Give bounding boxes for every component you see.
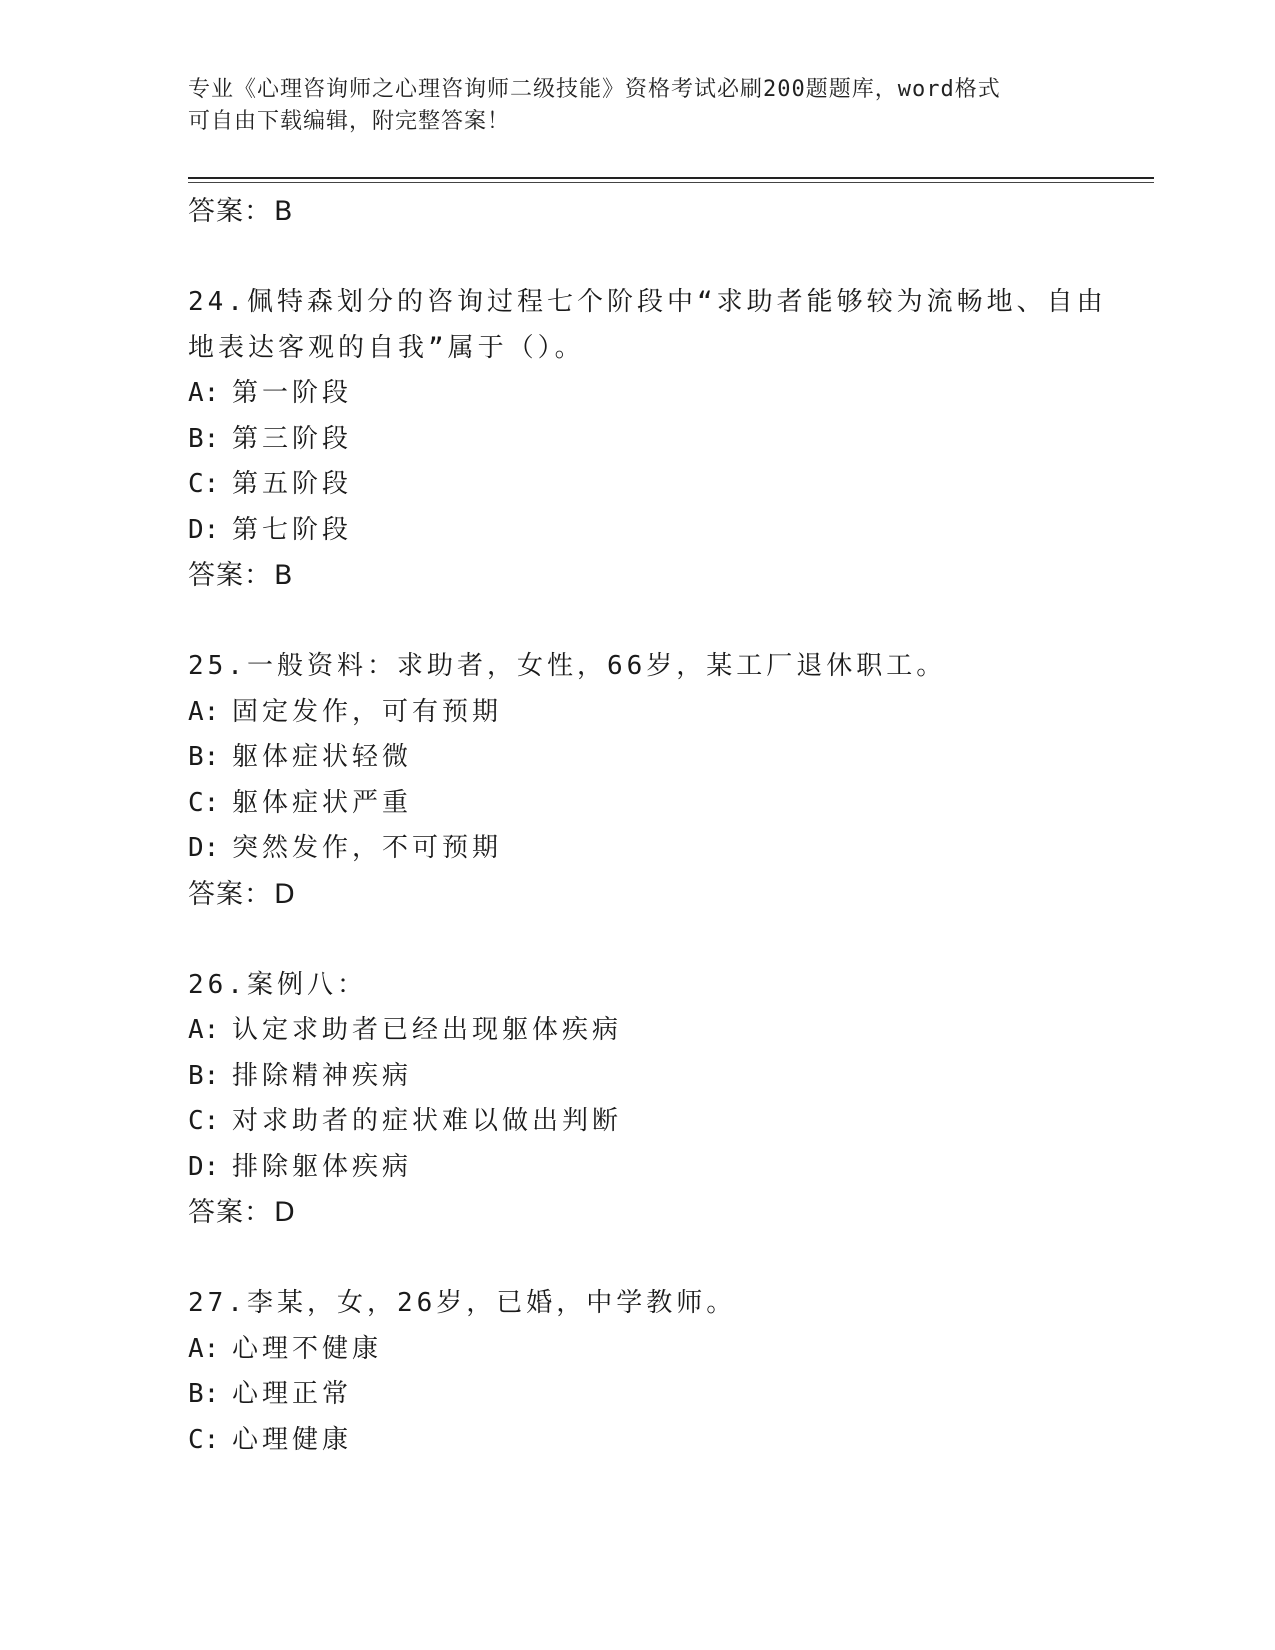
option-text: 排除躯体疾病 bbox=[232, 1151, 413, 1182]
answer-value: D bbox=[274, 1197, 296, 1228]
option-c bbox=[188, 462, 1088, 508]
answer-line bbox=[188, 872, 1088, 918]
option-text: 心理健康 bbox=[232, 1424, 353, 1455]
answer-label: 答案： bbox=[188, 196, 272, 227]
question-25 bbox=[188, 644, 1088, 917]
question-27 bbox=[188, 1281, 1088, 1463]
question-stem: 24.佩特森划分的咨询过程七个阶段中“求助者能够较为流畅地、自由 bbox=[188, 287, 1107, 317]
answer-line bbox=[188, 553, 1088, 599]
question-stem: 25.一般资料：求助者，女性，66岁，某工厂退休职工。 bbox=[188, 651, 947, 681]
document-body bbox=[188, 189, 1107, 1463]
option-b bbox=[188, 417, 1088, 463]
spacer bbox=[188, 1236, 1088, 1282]
option-key: B: bbox=[188, 742, 220, 772]
answer-value: B bbox=[274, 196, 294, 227]
spacer bbox=[188, 235, 1088, 281]
option-a bbox=[188, 690, 1088, 736]
option-d bbox=[188, 826, 1088, 872]
option-a bbox=[188, 371, 1088, 417]
question-stem: 27.李某，女，26岁，已婚，中学教师。 bbox=[188, 1288, 737, 1318]
option-c bbox=[188, 1099, 1088, 1145]
question-stem: 26.案例八： bbox=[188, 969, 367, 1000]
option-text: 对求助者的症状难以做出判断 bbox=[232, 1106, 623, 1136]
option-text: 第五阶段 bbox=[232, 469, 353, 499]
option-key: D: bbox=[188, 833, 220, 863]
option-d bbox=[188, 1145, 1088, 1191]
header-line-2: 可自由下载编辑，附完整答案！ bbox=[188, 109, 511, 134]
option-b bbox=[188, 1054, 1088, 1100]
option-text: 第一阶段 bbox=[232, 378, 353, 408]
option-a bbox=[188, 1327, 1088, 1373]
option-key: D: bbox=[188, 1151, 220, 1182]
option-key: B: bbox=[188, 1379, 220, 1409]
header-line-1: 专业《心理咨询师之心理咨询师二级技能》资格考试必刷200题题库，word格式 bbox=[188, 77, 1001, 102]
option-text: 第七阶段 bbox=[232, 514, 353, 545]
answer-line bbox=[188, 189, 1088, 235]
option-key: A: bbox=[188, 1333, 220, 1364]
option-key: C: bbox=[188, 1424, 220, 1455]
option-text: 心理不健康 bbox=[232, 1333, 383, 1364]
option-b bbox=[188, 1372, 1088, 1418]
option-d bbox=[188, 508, 1088, 554]
option-key: D: bbox=[188, 514, 220, 545]
spacer bbox=[188, 599, 1088, 645]
question-26 bbox=[188, 963, 1088, 1236]
option-text: 第三阶段 bbox=[232, 423, 353, 454]
option-key: B: bbox=[188, 423, 220, 454]
option-a bbox=[188, 1008, 1088, 1054]
option-c bbox=[188, 781, 1088, 827]
option-key: A: bbox=[188, 378, 220, 408]
option-key: C: bbox=[188, 787, 220, 818]
option-text: 躯体症状严重 bbox=[232, 787, 413, 818]
option-key: A: bbox=[188, 696, 220, 727]
answer-label: 答案： bbox=[188, 878, 272, 910]
header-rule-thin bbox=[188, 182, 1154, 183]
header-rule-thick bbox=[188, 177, 1154, 179]
answer-label: 答案： bbox=[188, 1197, 272, 1228]
answer-value: D bbox=[274, 878, 296, 910]
option-key: A: bbox=[188, 1015, 220, 1045]
question-24 bbox=[188, 280, 1107, 599]
document-header bbox=[188, 74, 1088, 138]
answer-line bbox=[188, 1190, 1088, 1236]
answer-label: 答案： bbox=[188, 560, 272, 591]
answer-value: B bbox=[274, 560, 294, 591]
option-c bbox=[188, 1418, 1088, 1464]
question-stem-continued: 地表达客观的自我”属于（）。 bbox=[188, 332, 585, 363]
option-key: C: bbox=[188, 469, 220, 499]
option-text: 固定发作，可有预期 bbox=[232, 696, 503, 727]
option-text: 躯体症状轻微 bbox=[232, 742, 413, 772]
option-text: 认定求助者已经出现躯体疾病 bbox=[232, 1015, 623, 1045]
option-key: C: bbox=[188, 1106, 220, 1136]
option-text: 排除精神疾病 bbox=[232, 1060, 413, 1091]
option-text: 突然发作，不可预期 bbox=[232, 833, 503, 863]
option-text: 心理正常 bbox=[232, 1379, 353, 1409]
option-key: B: bbox=[188, 1060, 220, 1091]
option-b bbox=[188, 735, 1088, 781]
spacer bbox=[188, 917, 1088, 963]
